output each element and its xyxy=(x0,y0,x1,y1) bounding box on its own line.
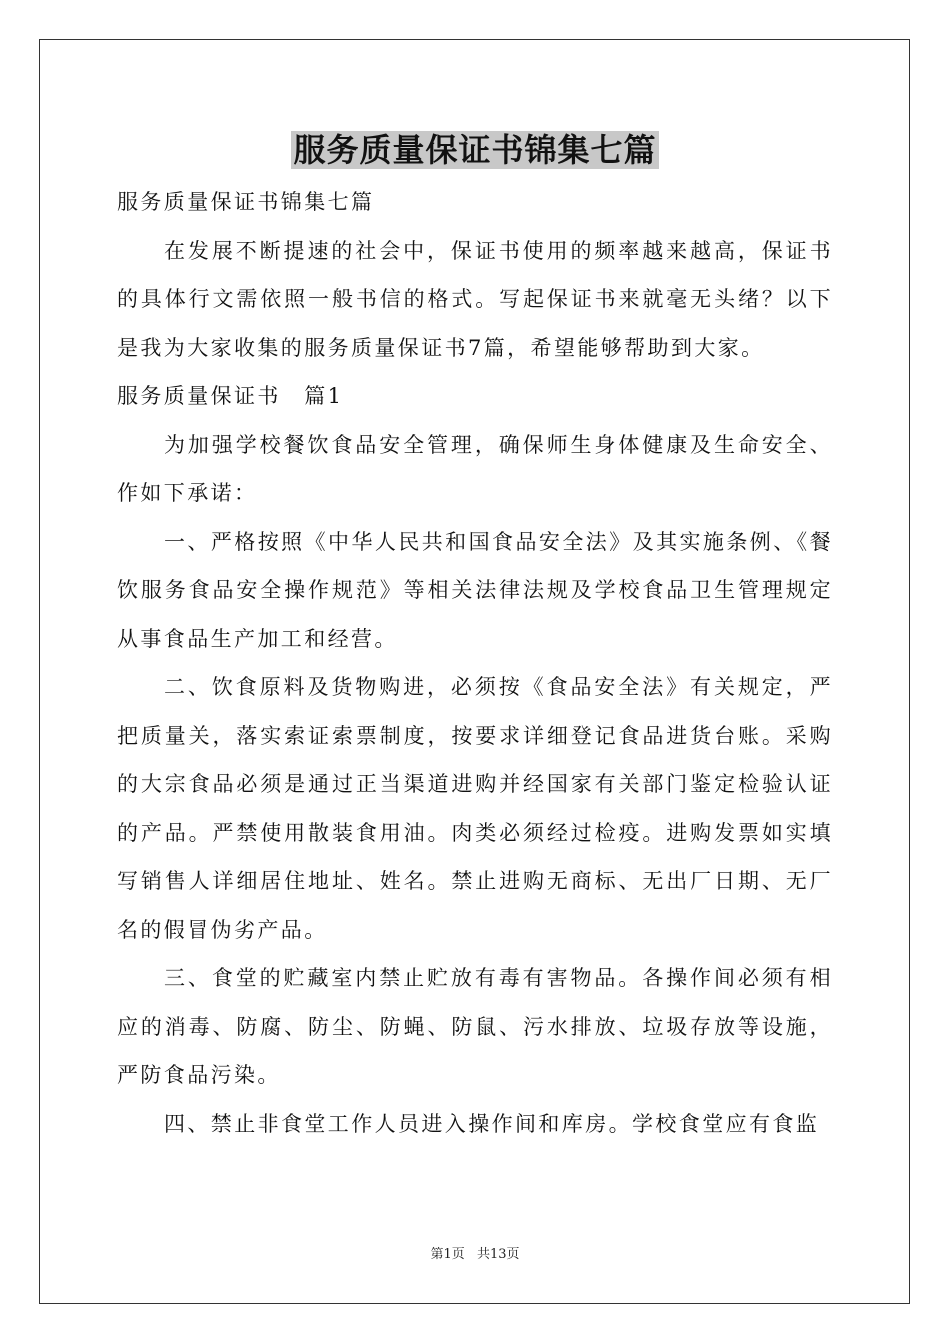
paragraph: 为加强学校餐饮食品安全管理，确保师生身体健康及生命安全、作如下承诺： xyxy=(117,432,833,505)
paragraph: 一、严格按照《中华人民共和国食品安全法》及其实施条例、《餐饮服务食品安全操作规范》等相关法律法规及学校食品卫生管理规定从事食品生产加工和经营。 xyxy=(117,529,833,651)
paragraph: 在发展不断提速的社会中，保证书使用的频率越来越高，保证书的具体行文需依照一般书信的格式。写起保证书来就毫无头绪？以下是我为大家收集的服务质量保证书7篇，希望能够帮助到大家。 xyxy=(117,238,833,360)
paragraph: 三、食堂的贮藏室内禁止贮放有毒有害物品。各操作间必须有相应的消毒、防腐、防尘、防蝇、防鼠、污水排放、垃圾存放等设施，严防食品污染。 xyxy=(117,966,833,1087)
document-title-text: 服务质量保证书锦集七篇 xyxy=(293,131,657,169)
paragraph: 四、禁止非食堂工作人员进入操作间和库房。学校食堂应有食监 xyxy=(164,1111,820,1136)
paragraph: 二、饮食原料及货物购进，必须按《食品安全法》有关规定，严把质量关，落实索证索票制度，按要求详细登记食品进货台账。采购的大宗食品必须是通过正当渠道进购并经国家有关部门鉴定检验认证的产品。严禁使用散装食用油。肉类必须经过检疫。进购发票如实填写销售人详细居住地址、姓名。禁止进购无商标、无出厂日期、无厂名的假冒伪劣产品。 xyxy=(117,675,833,942)
page-total: 共13页 xyxy=(476,1247,520,1262)
page-number: 第1页 xyxy=(430,1247,465,1262)
document-title xyxy=(0,128,950,172)
paragraph: 服务质量保证书 篇1 xyxy=(117,384,344,408)
document-body xyxy=(117,178,833,1148)
page-footer xyxy=(0,1246,950,1264)
paragraph: 服务质量保证书锦集七篇 xyxy=(117,190,375,214)
